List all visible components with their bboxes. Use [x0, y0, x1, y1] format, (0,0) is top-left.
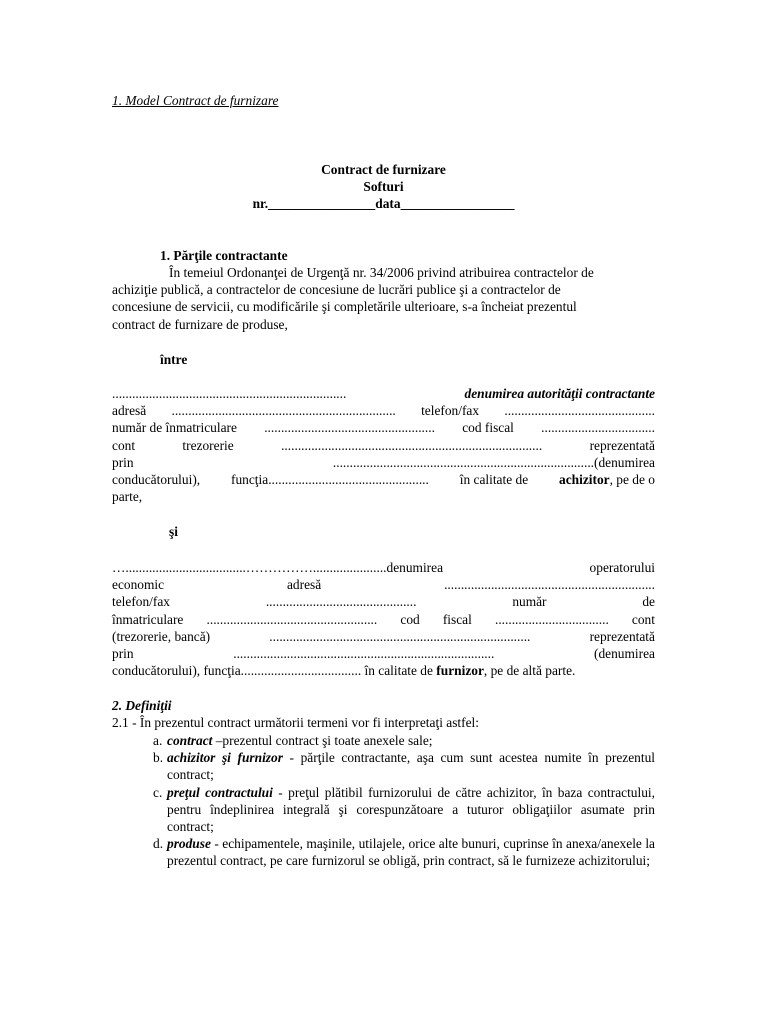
contract-subtitle: Softuri — [363, 179, 404, 194]
list-item: d. produse - echipamentele, maşinile, utilajele, orice alte bunuri, cuprinse în anexa/anexele la prezentul contract, pe care furnizorul se obligă, prin contract, să le furnizeze achizitorului; — [153, 836, 655, 869]
section2-heading: 2. Definiţii — [112, 698, 172, 713]
between-label: între — [160, 352, 188, 367]
intro-line: achiziţie publică, a contractelor de concesiune de lucrări publice şi a contractelor de — [112, 282, 561, 298]
party2-block: …....................................……………......................denumirea operatorului economic adresă ............................................................... telefon/fax ............................................. număr de înmatriculare ................................................... cod fiscal .................................. cont (trezorerie, bancă) .............................................................................. reprezentată prin .............................................................................. (denumirea conducătorului), funcţia.................................... în calitate de furnizor, pe de altă parte. — [112, 560, 655, 679]
definitions-list — [153, 732, 655, 870]
list-item: b. achizitor şi furnizor - părţile contractante, aşa cum sunt acestea numite în prezentul contract; — [153, 750, 655, 783]
intro-line: În temeiul Ordonanţei de Urgenţă nr. 34/2006 privind atribuirea contractelor de — [169, 265, 594, 280]
intro-line: concesiune de servicii, cu modificările şi completările ulterioare, s-a încheiat prezentul — [112, 299, 577, 315]
section1-heading: 1. Părţile contractante — [160, 248, 288, 263]
section2-intro: 2.1 - În prezentul contract următorii termeni vor fi interpretaţi astfel: — [112, 715, 479, 730]
section1-intro — [112, 264, 655, 333]
party1-block: ...................................................................... denumirea autorităţii contractante adresă ................................................................... telefon/fax ............................................. număr de înmatriculare ................................................... cod fiscal .................................. cont trezorerie .............................................................................. reprezentată prin ..............................................................................(denumirea conducătorului), funcţia................................................ în calitate de achizitor, pe de o parte, — [112, 386, 655, 505]
list-item: a. contract –prezentul contract şi toate anexele sale; — [153, 733, 433, 748]
intro-line: contract de furnizare de produse, — [112, 316, 288, 332]
contract-title: Contract de furnizare — [321, 162, 446, 177]
and-label: şi — [169, 524, 178, 539]
model-heading: 1. Model Contract de furnizare — [112, 93, 279, 108]
list-item: c. preţul contractului - preţul plătibil furnizorului de către achizitor, în baza contractului, pentru îndeplinirea integrală şi corespunzătoare a tuturor obligaţiilor asumate prin contract; — [153, 784, 655, 835]
contract-number-date: nr.________________data_________________ — [252, 196, 515, 211]
